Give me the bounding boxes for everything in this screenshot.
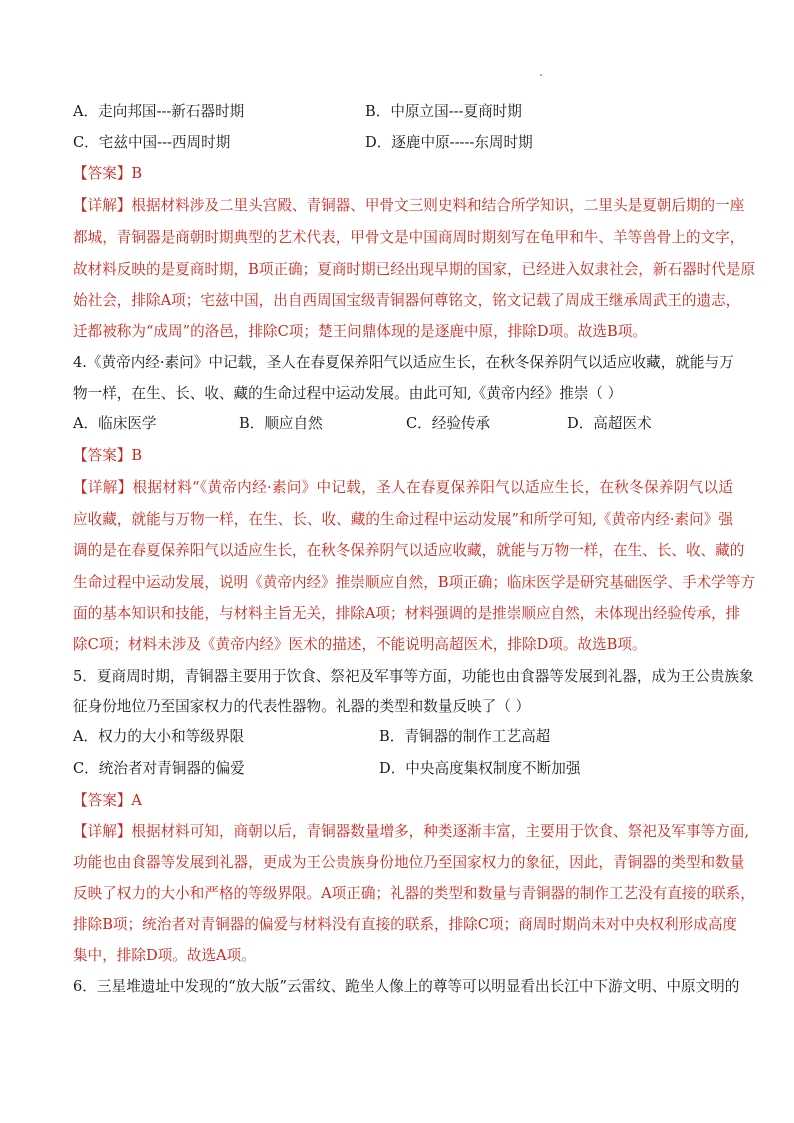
q3-option-d: D．逐鹿中原-----东周时期 (365, 134, 533, 151)
answer-value: A (131, 792, 142, 809)
detail-label: 【详解】 (73, 197, 132, 214)
q5-option-c: C．统治者对青铜器的偏爱 (73, 760, 245, 777)
q5-stem-line-1: 5．夏商周时期，青铜器主要用于饮食、祭祀及军事等方面，功能也由食器等发展到礼器，成为王公贵族象 (73, 668, 754, 685)
q5-answer (73, 791, 733, 811)
q5-stem-line-2: 征身份地位乃至国家权力的代表性器物。礼器的类型和数量反映了（ ） (73, 698, 531, 715)
q5-option-a: A．权力的大小和等级界限 (73, 728, 245, 745)
answer-label: 【答案】 (73, 792, 132, 809)
q4-option-a: A．临床医学 (73, 415, 157, 432)
q3-option-c: C．宅兹中国---西周时期 (73, 134, 231, 151)
q4-detail-line-4: 生命过程中运动发展，说明《黄帝内经》推崇顺应自然，B项正确；临床医学是研究基础医学、手术学等方 (73, 574, 756, 591)
q4-stem-line-1: 4.《黄帝内经·素问》中记载，圣人在春夏保养阳气以适应生长，在秋冬保养阴气以适应收藏，就能与万 (73, 354, 734, 371)
q4-detail-line-1: 【详解】根据材料“《黄帝内经·素问》中记载，圣人在春夏保养阳气以适应生长，在秋冬保养阴气以适 (73, 479, 733, 496)
q4-detail-line-2: 应收藏，就能与万物一样，在生、长、收、藏的生命过程中运动发展”和所学可知,《黄帝内经·素问》强 (73, 511, 733, 528)
answer-label: 【答案】 (73, 165, 132, 182)
q3-detail-line-3: 故材料反映的是夏商时期，B项正确；夏商时期已经出现早期的国家，已经进入奴隶社会，新石器时代是原 (73, 261, 756, 278)
q3-option-b: B．中原立国---夏商时期 (365, 103, 522, 120)
q5-detail-line-2: 功能也由食器等发展到礼器，更成为王公贵族身份地位乃至国家权力的象征，因此，青铜器的类型和数量 (73, 854, 745, 871)
detail-label: 【详解】 (73, 823, 132, 840)
q3-detail-line-4: 始社会，排除A项；宅兹中国，出自西周国宝级青铜器何尊铭文，铭文记载了周成王继承周武王的遗志， (73, 292, 741, 309)
q4-option-d: D．高超医术 (567, 415, 652, 432)
q6-stem-line-1: 6．三星堆遗址中发现的“放大版”云雷纹、跪坐人像上的尊等可以明显看出长江中下游文明、中原文明的 (73, 978, 740, 995)
q3-option-a: A．走向邦国---新石器时期 (73, 103, 245, 120)
q3-detail-line-5: 迁都被称为“成周”的洛邑，排除C项；楚王问鼎体现的是逐鹿中原，排除D项。故选B项。 (73, 323, 647, 340)
answer-label: 【答案】 (73, 447, 132, 464)
answer-value: B (131, 447, 143, 464)
q5-detail-line-4: 排除B项；统治者对青铜器的偏爱与材料没有直接的联系，排除C项；商周时期尚未对中央权利形成高度 (73, 916, 738, 933)
q5-option-b: B．青铜器的制作工艺高超 (379, 728, 551, 745)
detail-label: 【详解】 (73, 479, 133, 496)
q3-detail-line-1: 【详解】根据材料涉及二里头宫殿、青铜器、甲骨文三则史料和结合所学知识，二里头是夏朝后期的一座 (73, 197, 745, 214)
q4-option-c: C．经验传承 (406, 415, 491, 432)
q4-detail-line-6: 除C项；材料未涉及《黄帝内经》医术的描述，不能说明高超医术，排除D项。故选B项。 (73, 636, 647, 653)
q4-detail-line-5: 面的基本知识和技能，与材料主旨无关，排除A项；材料强调的是推崇顺应自然，未体现出经验传承，排 (73, 605, 741, 622)
scan-dot (540, 74, 542, 76)
q5-option-d: D．中央高度集权制度不断加强 (379, 760, 581, 777)
q4-stem-line-2: 物一样，在生、长、收、藏的生命过程中运动发展。由此可知,《黄帝内经》推崇（ ） (73, 385, 623, 402)
answer-value: B (131, 165, 143, 182)
q4-option-b: B．顺应自然 (239, 415, 323, 432)
q3-answer (73, 164, 733, 184)
q5-detail-line-3: 反映了权力的大小和严格的等级界限。A项正确；礼器的类型和数量与青铜器的制作工艺没有直接的联系， (73, 885, 755, 902)
q4-detail-line-3: 调的是在春夏保养阳气以适应生长，在秋冬保养阴气以适应收藏，就能与万物一样，在生、长、收、藏的 (73, 542, 745, 559)
q5-detail-line-1: 【详解】根据材料可知，商朝以后，青铜器数量增多，种类逐渐丰富，主要用于饮食、祭祀及军事等方面, (73, 823, 749, 840)
q3-detail-line-2: 都城，青铜器是商朝时期典型的艺术代表，甲骨文是中国商周时期刻写在龟甲和牛、羊等兽骨上的文字， (73, 229, 745, 246)
q4-answer (73, 446, 733, 466)
q5-detail-line-5: 集中，排除D项。故选A项。 (73, 947, 256, 964)
